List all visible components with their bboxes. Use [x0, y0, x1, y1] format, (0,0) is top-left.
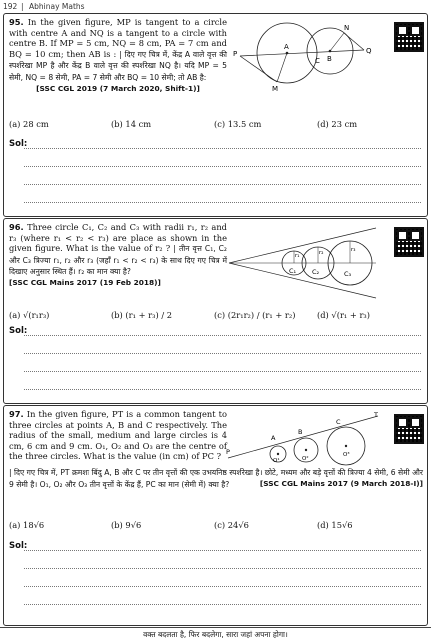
- option-a[interactable]: (a) 28 cm: [9, 119, 49, 129]
- qr-code[interactable]: [394, 22, 424, 52]
- solution-label: Sol:: [9, 541, 28, 551]
- question-number: 96.: [9, 222, 24, 232]
- option-a[interactable]: (a) 18√6: [9, 520, 45, 530]
- svg-text:A: A: [271, 434, 276, 442]
- page-header: 192 | Abhinay Maths: [3, 2, 85, 11]
- answer-line: [24, 604, 421, 605]
- tangent-circles-figure: [232, 18, 382, 98]
- svg-text:r₁: r₁: [295, 253, 300, 259]
- option-d[interactable]: (d) 23 cm: [317, 119, 358, 129]
- svg-text:B: B: [327, 55, 332, 63]
- question-text: [9, 222, 227, 289]
- option-b[interactable]: (b) 9√6: [111, 520, 142, 530]
- svg-text:C: C: [315, 57, 320, 65]
- svg-text:P: P: [226, 448, 230, 456]
- svg-text:r₂: r₂: [319, 250, 324, 256]
- question-text: [9, 17, 227, 94]
- question-hindi: | दिए गए चित्र में, PT क्रमशः बिंदु A, B और C पर तीन वृत्तों की एक उभयनिष्ठ स्पर्शरेखा है। छोटे, मध्यम और बड़े वृत्तों की त्रिज्या 4 सेमी, 6 सेमी और 9 सेमी है। O₁, O₂ और O₃ तीन वृत्तों के केंद्र हैं, PC का मान (सेमी में) क्या है?: [9, 468, 423, 489]
- exam-source: [SSC CGL Mains 2017 (9 March 2018-I)]: [259, 478, 423, 488]
- svg-text:Q: Q: [366, 47, 372, 55]
- svg-text:C₃: C₃: [344, 270, 352, 278]
- svg-text:O²: O²: [302, 456, 309, 462]
- option-a[interactable]: (a) √(r₁r₃): [9, 310, 50, 320]
- svg-text:C₁: C₁: [289, 267, 297, 275]
- page-footer: वक्त बदलता है, फिर बदलेगा, सारा जहां अपना होगा।: [0, 627, 431, 641]
- svg-text:C₂: C₂: [312, 268, 320, 276]
- answer-line: [24, 166, 421, 167]
- answer-line: [24, 202, 421, 203]
- exam-source: [SSC CGL Mains 2017 (19 Feb 2018)]: [9, 277, 161, 287]
- answer-line: [24, 353, 421, 354]
- question-96: [3, 218, 428, 404]
- question-text-continued: [9, 467, 423, 490]
- solution-label: Sol:: [9, 326, 28, 336]
- question-97: [3, 405, 428, 626]
- question-text: [9, 409, 227, 462]
- exam-source: [SSC CGL 2019 (7 March 2020, Shift-1)]: [36, 83, 200, 93]
- solution-label: Sol:: [9, 139, 28, 149]
- svg-text:O¹: O¹: [273, 458, 280, 464]
- book-title: Abhinay Maths: [29, 2, 85, 11]
- qr-code[interactable]: [394, 227, 424, 257]
- three-circles-figure: [226, 223, 386, 303]
- question-number: 95.: [9, 17, 24, 27]
- page-number: 192: [3, 2, 18, 11]
- answer-line: [24, 371, 421, 372]
- question-95: [3, 13, 428, 217]
- common-tangent-figure: [226, 410, 386, 468]
- question-english: In the given figure, MP is tangent to a circle with centre A and NQ is a tangent to a circle with centre B. If MP = 5 cm, NQ = 8 cm, PA = 7 cm and BQ = 10 cm; then AB is :: [9, 17, 227, 59]
- option-b[interactable]: (b) (r₁ + r₃) / 2: [111, 310, 173, 320]
- svg-text:M: M: [272, 85, 279, 93]
- option-c[interactable]: (c) 24√6: [214, 520, 249, 530]
- option-d[interactable]: (d) 15√6: [317, 520, 353, 530]
- svg-text:C: C: [336, 418, 341, 426]
- svg-text:A: A: [284, 43, 289, 51]
- answer-line: [24, 586, 421, 587]
- question-english: Three circle C₁, C₂ and C₃ with radii r₁, r₂ and r₃ (where r₁ < r₂ < r₃) are place as shown in the given figure. What is the value of r₂ ?: [9, 222, 227, 254]
- answer-line: [24, 568, 421, 569]
- svg-text:r₃: r₃: [351, 247, 356, 253]
- svg-text:P: P: [233, 50, 238, 58]
- question-hindi: | दिए गए चित्र में, केंद्र A वाले वृत्त की स्पर्शरेखा MP है और केंद्र B वाले वृत्त की स्पर्शरेखा NQ है। यदि MP = 5 सेमी, NQ = 8 सेमी, PA = 7 सेमी और BQ = 10 सेमी; तो AB है:: [9, 49, 228, 82]
- question-hindi: | तीन वृत्त C₁, C₂ और C₃ त्रिज्या r₁, r₂ और r₃ (जहाँ r₁ < r₂ < r₃) के साथ दिए गए चित्र में दिखाए अनुसार स्थित हैं। r₂ का मान क्या है?: [9, 244, 227, 277]
- answer-line: [24, 550, 421, 551]
- answer-line: [24, 389, 421, 390]
- answer-line: [24, 148, 421, 149]
- svg-text:O³: O³: [343, 452, 350, 458]
- qr-code[interactable]: [394, 414, 424, 444]
- question-english: In the given figure, PT is a common tangent to three circles at points A, B and C respectively. The radius of the small, medium and large circles is 4 cm, 6 cm and 9 cm. O₁, O₂ and O₃ are the centre of the three circles. What is the value (in cm) of PC ?: [9, 409, 227, 462]
- option-b[interactable]: (b) 14 cm: [111, 119, 152, 129]
- question-number: 97.: [9, 409, 24, 419]
- answer-line: [24, 335, 421, 336]
- svg-text:B: B: [298, 428, 303, 436]
- svg-text:N: N: [344, 24, 350, 32]
- option-d[interactable]: (d) √(r₁ + r₃): [317, 310, 370, 320]
- svg-text:T: T: [374, 411, 378, 419]
- answer-line: [24, 184, 421, 185]
- option-c[interactable]: (c) (2r₁r₂) / (r₁ + r₂): [214, 310, 296, 320]
- option-c[interactable]: (c) 13.5 cm: [214, 119, 262, 129]
